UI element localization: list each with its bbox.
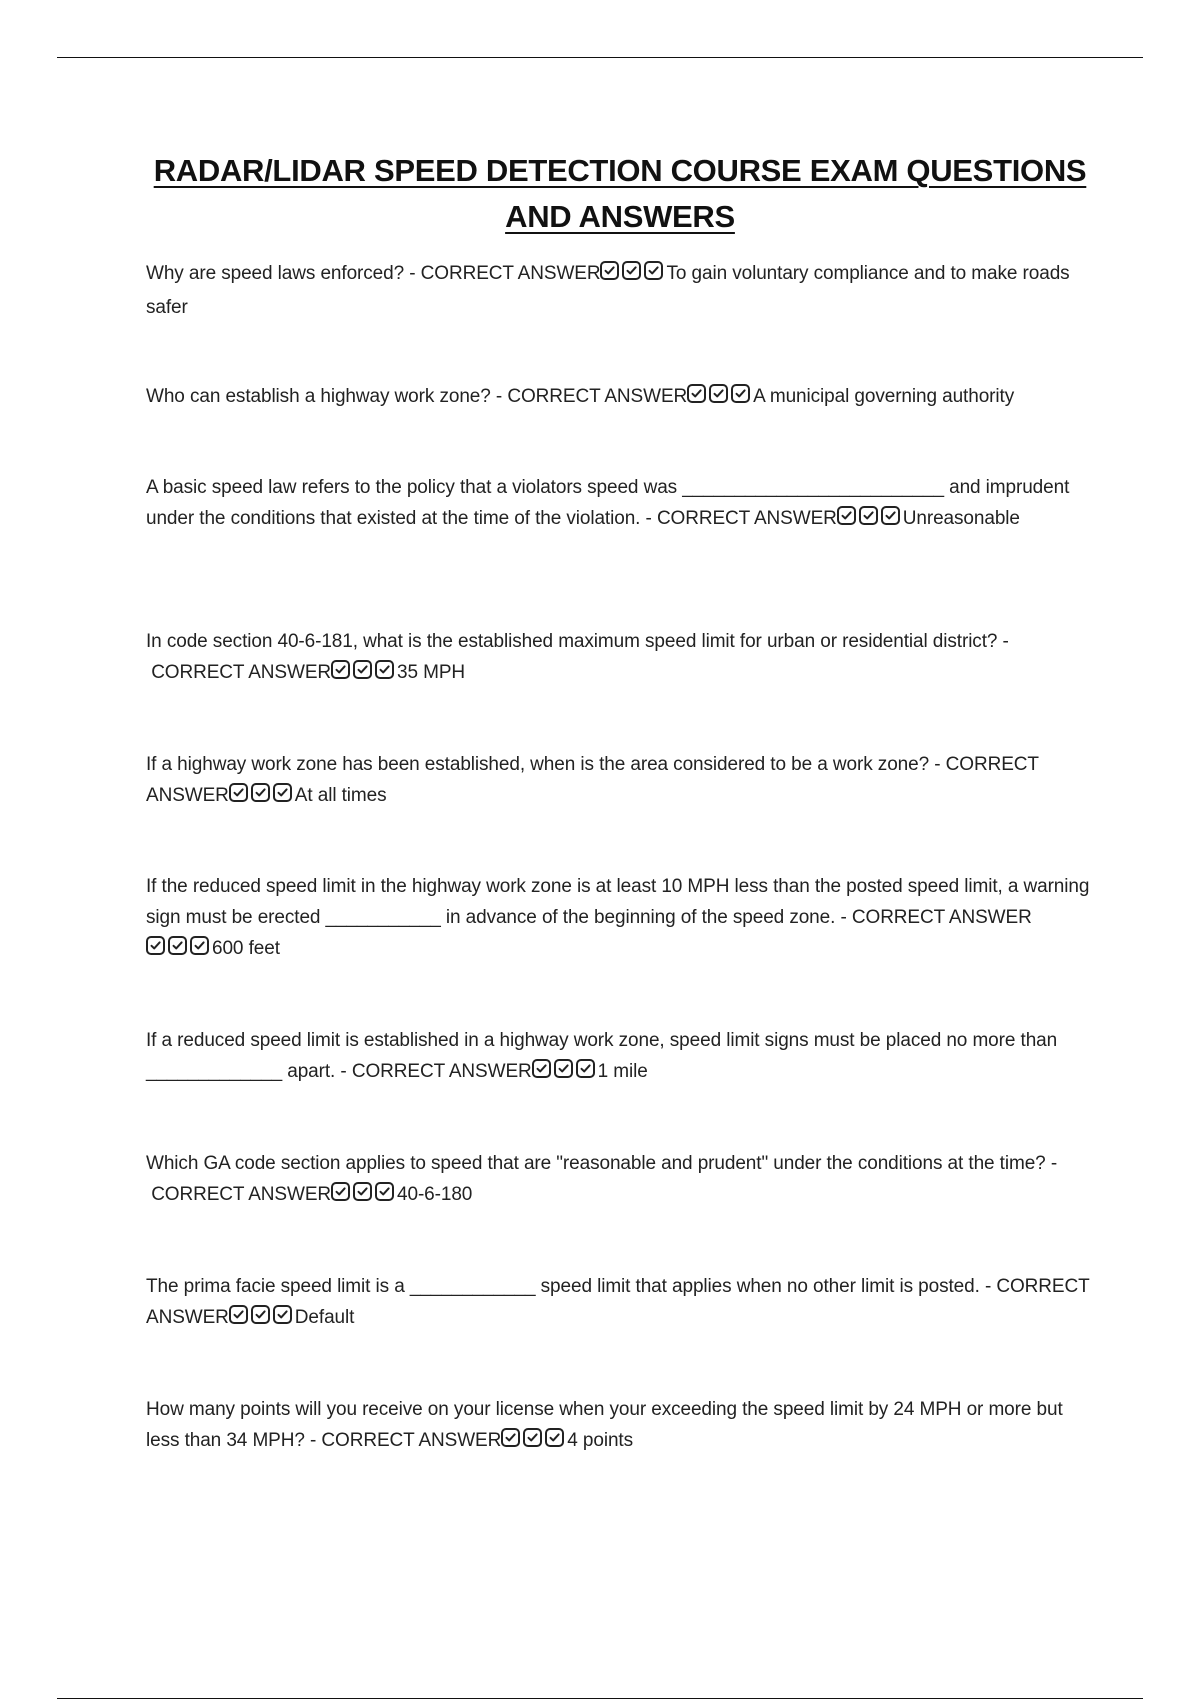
qa-item bbox=[146, 1148, 1096, 1213]
question-text: If the reduced speed limit in the highway work zone is at least 10 MPH less than the posted speed limit, a warning sign must be erected ___________ in advance of the beginning of the speed zone. - bbox=[146, 876, 1090, 928]
answer-checkmarks bbox=[501, 1428, 567, 1459]
correct-answer-label: CORRECT ANSWER bbox=[146, 754, 1039, 806]
answer-checkmarks bbox=[146, 936, 212, 967]
answer-checkmarks bbox=[837, 506, 903, 537]
checkbox-check-icon bbox=[273, 783, 292, 802]
checkbox-check-icon bbox=[837, 506, 856, 525]
correct-answer-label: CORRECT ANSWER bbox=[420, 263, 601, 284]
checkbox-check-icon bbox=[709, 384, 728, 403]
answer-text: 1 mile bbox=[597, 1061, 648, 1082]
checkbox-check-icon bbox=[600, 261, 619, 280]
checkbox-check-icon bbox=[251, 1305, 270, 1324]
qa-item bbox=[146, 1271, 1096, 1336]
checkbox-check-icon bbox=[353, 1182, 372, 1201]
document-title: RADAR/LIDAR SPEED DETECTION COURSE EXAM QUESTIONS AND ANSWERS bbox=[153, 153, 1087, 234]
checkbox-check-icon bbox=[190, 936, 209, 955]
checkbox-check-icon bbox=[273, 1305, 292, 1324]
checkbox-check-icon bbox=[622, 261, 641, 280]
checkbox-check-icon bbox=[331, 660, 350, 679]
bottom-rule bbox=[57, 1698, 1143, 1699]
checkbox-check-icon bbox=[251, 783, 270, 802]
answer-text: At all times bbox=[294, 785, 387, 806]
correct-answer-label: CORRECT ANSWER bbox=[146, 1276, 1090, 1328]
checkbox-check-icon bbox=[375, 660, 394, 679]
checkbox-check-icon bbox=[229, 783, 248, 802]
question-text: In code section 40-6-181, what is the established maximum speed limit for urban or residential district? - bbox=[146, 631, 1009, 652]
top-rule bbox=[57, 57, 1143, 58]
answer-text: 40-6-180 bbox=[397, 1184, 473, 1205]
answer-checkmarks bbox=[229, 783, 295, 814]
checkbox-check-icon bbox=[146, 936, 165, 955]
checkbox-check-icon bbox=[859, 506, 878, 525]
correct-answer-label: CORRECT ANSWER bbox=[656, 508, 837, 529]
answer-checkmarks bbox=[229, 1305, 295, 1336]
checkbox-check-icon bbox=[881, 506, 900, 525]
checkbox-check-icon bbox=[229, 1305, 248, 1324]
checkbox-check-icon bbox=[576, 1059, 595, 1078]
answer-text: A municipal governing authority bbox=[753, 386, 1015, 407]
answer-checkmarks bbox=[600, 261, 666, 292]
answer-text: To gain voluntary compliance and to make roads safer bbox=[146, 263, 1070, 318]
checkbox-check-icon bbox=[523, 1428, 542, 1447]
answer-text: 4 points bbox=[567, 1430, 633, 1451]
answer-checkmarks bbox=[331, 1182, 397, 1213]
answer-checkmarks bbox=[532, 1059, 598, 1090]
correct-answer-label: CORRECT ANSWER bbox=[151, 662, 332, 683]
answer-text: Unreasonable bbox=[902, 508, 1020, 529]
answer-text: Default bbox=[294, 1307, 355, 1328]
qa-item bbox=[146, 381, 1096, 415]
correct-answer-label: CORRECT ANSWER bbox=[851, 907, 1032, 928]
qa-item bbox=[146, 871, 1096, 967]
answer-text: 600 feet bbox=[212, 938, 280, 959]
qa-item bbox=[146, 1025, 1096, 1090]
question-text: If a reduced speed limit is established in a highway work zone, speed limit signs must be placed no more than _____________ apart. - bbox=[146, 1030, 1058, 1082]
correct-answer-label: CORRECT ANSWER bbox=[151, 1184, 332, 1205]
answer-text: 35 MPH bbox=[397, 662, 466, 683]
qa-item bbox=[146, 258, 1096, 323]
correct-answer-label: CORRECT ANSWER bbox=[321, 1430, 502, 1451]
checkbox-check-icon bbox=[554, 1059, 573, 1078]
question-text: The prima facie speed limit is a ____________ speed limit that applies when no other limit is posted. - bbox=[146, 1276, 992, 1297]
qa-item bbox=[146, 749, 1096, 814]
checkbox-check-icon bbox=[375, 1182, 394, 1201]
checkbox-check-icon bbox=[168, 936, 187, 955]
checkbox-check-icon bbox=[644, 261, 663, 280]
checkbox-check-icon bbox=[687, 384, 706, 403]
answer-checkmarks bbox=[687, 384, 753, 415]
qa-item bbox=[146, 472, 1096, 537]
checkbox-check-icon bbox=[331, 1182, 350, 1201]
qa-item bbox=[146, 1394, 1096, 1459]
question-text: If a highway work zone has been established, when is the area considered to be a work zone? - bbox=[146, 754, 941, 775]
question-text: Why are speed laws enforced? - bbox=[146, 263, 416, 284]
checkbox-check-icon bbox=[731, 384, 750, 403]
checkbox-check-icon bbox=[353, 660, 372, 679]
question-text: Who can establish a highway work zone? - bbox=[146, 386, 503, 407]
checkbox-check-icon bbox=[501, 1428, 520, 1447]
question-text: How many points will you receive on your license when your exceeding the speed limit by 24 MPH or more but less than 34 MPH? - bbox=[146, 1399, 1063, 1451]
correct-answer-label: CORRECT ANSWER bbox=[351, 1061, 532, 1082]
answer-checkmarks bbox=[331, 660, 397, 691]
checkbox-check-icon bbox=[532, 1059, 551, 1078]
checkbox-check-icon bbox=[545, 1428, 564, 1447]
qa-item bbox=[146, 626, 1096, 691]
question-text: A basic speed law refers to the policy that a violators speed was _________________________ and imprudent under the conditions that existed at the time of the violation. - bbox=[146, 477, 1070, 529]
correct-answer-label: CORRECT ANSWER bbox=[507, 386, 688, 407]
question-text: Which GA code section applies to speed that are "reasonable and prudent" under the conditions at the time? - bbox=[146, 1153, 1058, 1174]
